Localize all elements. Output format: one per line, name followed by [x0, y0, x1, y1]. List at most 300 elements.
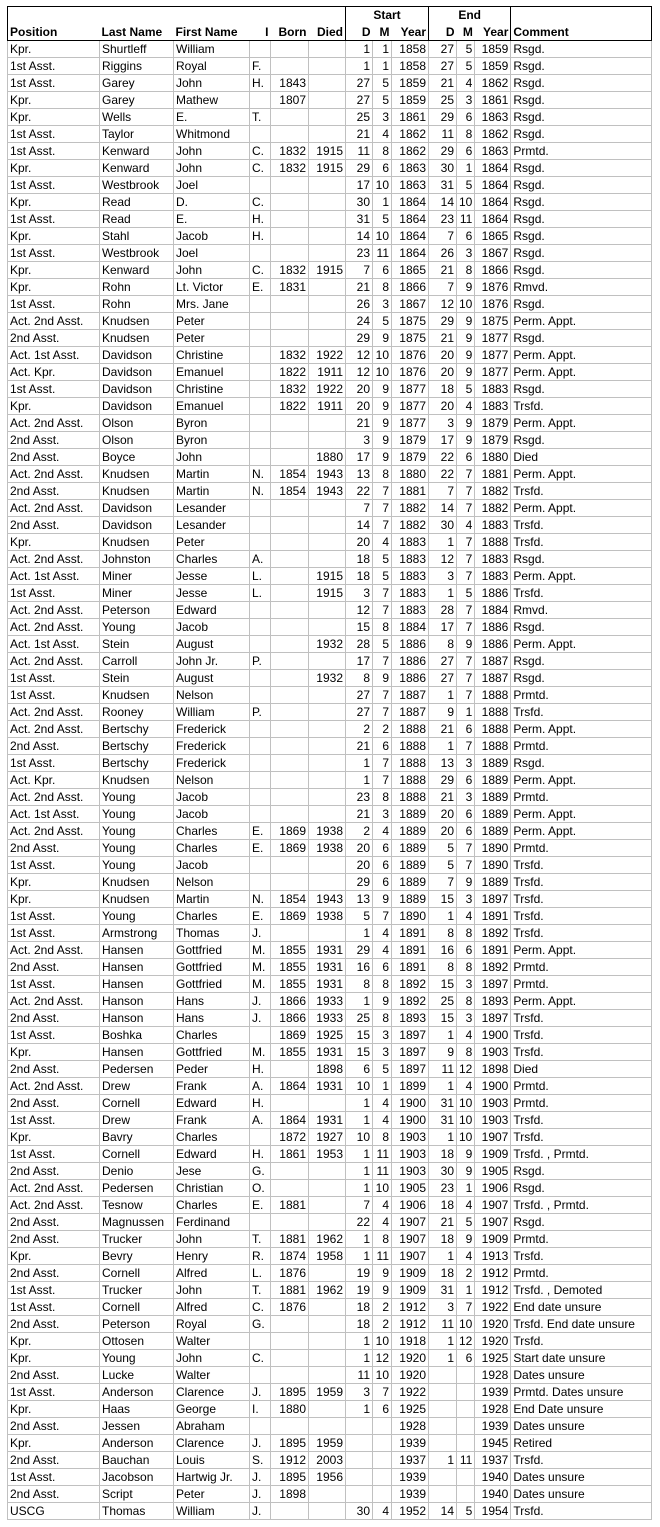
cell-born	[271, 721, 309, 738]
cell-last-name: Pedersen	[100, 1180, 174, 1197]
cell-start-day: 1	[346, 1231, 373, 1248]
cell-position: 2nd Asst.	[8, 1163, 100, 1180]
cell-died: 1932	[309, 636, 346, 653]
cell-start-year: 1859	[392, 75, 429, 92]
cell-start-day: 21	[346, 279, 373, 296]
cell-start-month: 9	[373, 398, 392, 415]
cell-start-day: 1	[346, 1401, 373, 1418]
table-row	[8, 1452, 652, 1469]
cell-last-name: Bavry	[100, 1129, 174, 1146]
cell-position: 2nd Asst.	[8, 1418, 100, 1435]
cell-start-year: 1858	[392, 41, 429, 58]
cell-position: Kpr.	[8, 1435, 100, 1452]
cell-end-month: 8	[457, 925, 475, 942]
cell-initial: H.	[250, 1146, 271, 1163]
cell-died: 1938	[309, 908, 346, 925]
cell-start-month: 6	[373, 857, 392, 874]
cell-last-name: Magnussen	[100, 1214, 174, 1231]
cell-position: 1st Asst.	[8, 687, 100, 704]
cell-last-name: Young	[100, 823, 174, 840]
cell-start-month: 2	[373, 721, 392, 738]
cell-last-name: Young	[100, 806, 174, 823]
cell-end-day: 11	[429, 1316, 457, 1333]
cell-last-name: Bertschy	[100, 755, 174, 772]
cell-position: Act. 1st Asst.	[8, 347, 100, 364]
cell-last-name: Carroll	[100, 653, 174, 670]
cell-comment: Rsgd.	[511, 41, 652, 58]
cell-comment: Trsfd. , Demoted	[511, 1282, 652, 1299]
cell-last-name: Stein	[100, 636, 174, 653]
cell-end-month	[457, 1418, 475, 1435]
table-row	[8, 1146, 652, 1163]
cell-last-name: Shurtleff	[100, 41, 174, 58]
cell-first-name: Frank	[174, 1112, 250, 1129]
cell-first-name: Frank	[174, 1078, 250, 1095]
cell-born	[271, 874, 309, 891]
cell-initial: A.	[250, 1078, 271, 1095]
cell-end-day: 1	[429, 585, 457, 602]
cell-start-day: 14	[346, 228, 373, 245]
cell-first-name: John	[174, 1231, 250, 1248]
cell-position: Kpr.	[8, 1248, 100, 1265]
cell-comment: Perm. Appt.	[511, 347, 652, 364]
cell-start-year: 1887	[392, 704, 429, 721]
table-row	[8, 517, 652, 534]
table-row	[8, 1282, 652, 1299]
cell-died	[309, 296, 346, 313]
cell-end-month: 7	[457, 670, 475, 687]
cell-start-day: 27	[346, 75, 373, 92]
cell-died	[309, 755, 346, 772]
cell-born	[271, 1333, 309, 1350]
cell-start-month: 6	[373, 1401, 392, 1418]
cell-initial: O.	[250, 1180, 271, 1197]
table-row	[8, 789, 652, 806]
cell-end-day: 9	[429, 704, 457, 721]
cell-position: 1st Asst.	[8, 211, 100, 228]
cell-start-day: 27	[346, 704, 373, 721]
cell-initial: A.	[250, 551, 271, 568]
cell-end-year: 1876	[475, 279, 511, 296]
cell-born	[271, 211, 309, 228]
cell-died: 1911	[309, 364, 346, 381]
col-start-month: M	[373, 23, 392, 41]
table-row	[8, 398, 652, 415]
cell-start-month: 11	[373, 245, 392, 262]
cell-start-month: 2	[373, 1316, 392, 1333]
cell-first-name: Gottfried	[174, 959, 250, 976]
table-row	[8, 58, 652, 75]
cell-died	[309, 551, 346, 568]
cell-comment: Perm. Appt.	[511, 568, 652, 585]
cell-end-month	[457, 1435, 475, 1452]
cell-start-year: 1880	[392, 466, 429, 483]
table-row	[8, 381, 652, 398]
cell-initial: E.	[250, 279, 271, 296]
cell-first-name: Ferdinand	[174, 1214, 250, 1231]
cell-position: Kpr.	[8, 41, 100, 58]
cell-start-year: 1881	[392, 483, 429, 500]
cell-start-day: 16	[346, 959, 373, 976]
cell-end-month: 7	[457, 466, 475, 483]
cell-start-year: 1886	[392, 653, 429, 670]
cell-last-name: Hansen	[100, 959, 174, 976]
cell-comment: Trsfd.	[511, 1112, 652, 1129]
cell-start-day: 26	[346, 296, 373, 313]
cell-last-name: Pedersen	[100, 1061, 174, 1078]
cell-died: 1933	[309, 993, 346, 1010]
cell-end-year: 1900	[475, 1078, 511, 1095]
cell-died: 1962	[309, 1282, 346, 1299]
cell-end-day: 1	[429, 1350, 457, 1367]
cell-comment: Perm. Appt.	[511, 806, 652, 823]
cell-end-year: 1928	[475, 1401, 511, 1418]
cell-start-day: 25	[346, 1010, 373, 1027]
cell-born: 1832	[271, 143, 309, 160]
cell-end-year: 1867	[475, 245, 511, 262]
cell-end-year: 1883	[475, 381, 511, 398]
cell-end-day: 14	[429, 1503, 457, 1520]
cell-start-month: 5	[373, 636, 392, 653]
cell-last-name: Cornell	[100, 1299, 174, 1316]
cell-initial: T.	[250, 109, 271, 126]
cell-born: 1855	[271, 942, 309, 959]
cell-first-name: Byron	[174, 415, 250, 432]
cell-died	[309, 721, 346, 738]
cell-born: 1872	[271, 1129, 309, 1146]
cell-first-name: Lt. Victor	[174, 279, 250, 296]
cell-end-month: 9	[457, 1163, 475, 1180]
cell-end-day	[429, 1486, 457, 1503]
cell-born: 1895	[271, 1384, 309, 1401]
cell-comment: Rsgd.	[511, 619, 652, 636]
cell-last-name: Wells	[100, 109, 174, 126]
cell-start-month: 3	[373, 109, 392, 126]
cell-initial: J.	[250, 1503, 271, 1520]
cell-start-day: 7	[346, 262, 373, 279]
cell-born	[271, 1418, 309, 1435]
cell-end-day: 3	[429, 568, 457, 585]
cell-first-name: Joel	[174, 177, 250, 194]
cell-position: 2nd Asst.	[8, 517, 100, 534]
cell-first-name: Frederick	[174, 721, 250, 738]
cell-first-name: Edward	[174, 602, 250, 619]
cell-end-year: 1913	[475, 1248, 511, 1265]
cell-last-name: Script	[100, 1486, 174, 1503]
cell-died	[309, 874, 346, 891]
cell-start-year: 1889	[392, 857, 429, 874]
cell-initial: C.	[250, 1299, 271, 1316]
cell-comment: Prmtd. Dates unsure	[511, 1384, 652, 1401]
cell-end-day: 20	[429, 398, 457, 415]
cell-end-day: 5	[429, 857, 457, 874]
cell-last-name: Knudsen	[100, 466, 174, 483]
cell-start-day: 2	[346, 823, 373, 840]
cell-start-month: 5	[373, 75, 392, 92]
cell-start-day: 1	[346, 755, 373, 772]
cell-born	[271, 534, 309, 551]
cell-end-month: 8	[457, 262, 475, 279]
cell-start-month: 4	[373, 823, 392, 840]
cell-position: 2nd Asst.	[8, 1316, 100, 1333]
cell-born	[271, 1061, 309, 1078]
cell-start-month: 8	[373, 466, 392, 483]
cell-start-month: 9	[373, 1265, 392, 1282]
cell-start-month: 9	[373, 1282, 392, 1299]
cell-end-month: 5	[457, 1214, 475, 1231]
cell-start-month: 8	[373, 976, 392, 993]
cell-start-month: 7	[373, 483, 392, 500]
table-row	[8, 687, 652, 704]
cell-last-name: Davidson	[100, 364, 174, 381]
cell-start-month: 10	[373, 1367, 392, 1384]
cell-end-month: 9	[457, 313, 475, 330]
cell-start-year: 1909	[392, 1265, 429, 1282]
cell-end-day: 29	[429, 109, 457, 126]
cell-start-year: 1900	[392, 1112, 429, 1129]
cell-start-day: 19	[346, 1265, 373, 1282]
cell-comment: Prmtd.	[511, 1095, 652, 1112]
cell-start-month: 4	[373, 942, 392, 959]
cell-last-name: Thomas	[100, 1503, 174, 1520]
cell-start-day	[346, 1469, 373, 1486]
cell-first-name: Christian	[174, 1180, 250, 1197]
cell-died: 1880	[309, 449, 346, 466]
cell-start-day: 3	[346, 432, 373, 449]
cell-comment: Dates unsure	[511, 1367, 652, 1384]
cell-start-day: 10	[346, 1078, 373, 1095]
cell-died	[309, 313, 346, 330]
cell-start-year: 1882	[392, 517, 429, 534]
cell-start-day: 6	[346, 1061, 373, 1078]
cell-born	[271, 738, 309, 755]
cell-start-year: 1892	[392, 976, 429, 993]
cell-comment: Dates unsure	[511, 1486, 652, 1503]
cell-start-day: 17	[346, 653, 373, 670]
cell-born	[271, 568, 309, 585]
cell-start-year: 1876	[392, 347, 429, 364]
cell-first-name: Abraham	[174, 1418, 250, 1435]
cell-comment: Rsgd.	[511, 194, 652, 211]
cell-born	[271, 415, 309, 432]
cell-end-year: 1883	[475, 398, 511, 415]
table-row	[8, 296, 652, 313]
cell-end-month: 1	[457, 1180, 475, 1197]
table-row	[8, 1231, 652, 1248]
cell-initial	[250, 687, 271, 704]
cell-start-month: 6	[373, 262, 392, 279]
cell-start-year: 1861	[392, 109, 429, 126]
cell-died: 1931	[309, 942, 346, 959]
table-row	[8, 976, 652, 993]
cell-last-name: Knudsen	[100, 534, 174, 551]
cell-start-year: 1903	[392, 1146, 429, 1163]
cell-start-year: 1891	[392, 925, 429, 942]
cell-start-year: 1939	[392, 1435, 429, 1452]
col-last-name: Last Name	[100, 23, 174, 41]
cell-position: 1st Asst.	[8, 1299, 100, 1316]
cell-last-name: Trucker	[100, 1282, 174, 1299]
cell-first-name: Nelson	[174, 772, 250, 789]
cell-died	[309, 517, 346, 534]
cell-initial: E.	[250, 908, 271, 925]
cell-born: 1864	[271, 1112, 309, 1129]
cell-start-day: 18	[346, 551, 373, 568]
cell-comment: Rsgd.	[511, 381, 652, 398]
table-row	[8, 857, 652, 874]
cell-end-year: 1889	[475, 789, 511, 806]
cell-end-year: 1889	[475, 772, 511, 789]
cell-start-year: 1920	[392, 1350, 429, 1367]
cell-position: 1st Asst.	[8, 1112, 100, 1129]
cell-start-month: 5	[373, 1061, 392, 1078]
cell-last-name: Young	[100, 1350, 174, 1367]
cell-start-month	[373, 1435, 392, 1452]
cell-start-year: 1883	[392, 534, 429, 551]
cell-comment: Rsgd.	[511, 58, 652, 75]
cell-start-year: 1912	[392, 1299, 429, 1316]
table-row	[8, 1486, 652, 1503]
cell-last-name: Boshka	[100, 1027, 174, 1044]
cell-last-name: Davidson	[100, 381, 174, 398]
cell-died	[309, 432, 346, 449]
table-row	[8, 704, 652, 721]
cell-first-name: Nelson	[174, 874, 250, 891]
cell-end-year: 1893	[475, 993, 511, 1010]
cell-end-month: 1	[457, 704, 475, 721]
cell-start-year: 1862	[392, 126, 429, 143]
cell-last-name: Riggins	[100, 58, 174, 75]
cell-start-year: 1890	[392, 908, 429, 925]
cell-comment: Rsgd.	[511, 670, 652, 687]
cell-start-day: 2	[346, 721, 373, 738]
cell-end-year: 1939	[475, 1384, 511, 1401]
cell-position: 1st Asst.	[8, 976, 100, 993]
cell-comment: Trsfd.	[511, 398, 652, 415]
cell-end-month: 5	[457, 58, 475, 75]
cell-died: 1925	[309, 1027, 346, 1044]
cell-first-name: Frederick	[174, 738, 250, 755]
cell-position: 2nd Asst.	[8, 1265, 100, 1282]
cell-first-name: Charles	[174, 551, 250, 568]
cell-end-day: 22	[429, 449, 457, 466]
cell-born: 1876	[271, 1299, 309, 1316]
cell-initial	[250, 1367, 271, 1384]
cell-start-day: 3	[346, 585, 373, 602]
cell-last-name: Ottosen	[100, 1333, 174, 1350]
cell-end-day: 7	[429, 483, 457, 500]
cell-end-year: 1880	[475, 449, 511, 466]
cell-end-day: 31	[429, 177, 457, 194]
table-row	[8, 75, 652, 92]
cell-end-month: 6	[457, 228, 475, 245]
cell-start-year: 1884	[392, 619, 429, 636]
cell-start-year: 1866	[392, 279, 429, 296]
cell-first-name: Christine	[174, 347, 250, 364]
cell-initial	[250, 1027, 271, 1044]
cell-end-year: 1903	[475, 1112, 511, 1129]
table-row	[8, 942, 652, 959]
cell-start-month: 1	[373, 194, 392, 211]
cell-born	[271, 126, 309, 143]
table-row	[8, 840, 652, 857]
cell-died: 1915	[309, 143, 346, 160]
cell-start-month: 8	[373, 143, 392, 160]
cell-start-day: 18	[346, 568, 373, 585]
cell-end-year: 1909	[475, 1146, 511, 1163]
cell-end-year: 1903	[475, 1095, 511, 1112]
cell-born	[271, 925, 309, 942]
cell-first-name: Royal	[174, 58, 250, 75]
cell-position: 2nd Asst.	[8, 1231, 100, 1248]
table-row	[8, 1095, 652, 1112]
cell-initial: P.	[250, 704, 271, 721]
cell-start-month: 10	[373, 364, 392, 381]
cell-first-name: Louis	[174, 1452, 250, 1469]
cell-start-day: 20	[346, 534, 373, 551]
cell-position: Act. 2nd Asst.	[8, 1197, 100, 1214]
cell-start-day: 15	[346, 1044, 373, 1061]
cell-start-year: 1889	[392, 823, 429, 840]
cell-last-name: Garey	[100, 92, 174, 109]
cell-born: 1881	[271, 1197, 309, 1214]
cell-start-day: 20	[346, 857, 373, 874]
cell-first-name: John	[174, 1350, 250, 1367]
cell-start-day: 1	[346, 1248, 373, 1265]
cell-end-year: 1897	[475, 976, 511, 993]
cell-comment: Rsgd.	[511, 109, 652, 126]
cell-comment: Trsfd.	[511, 483, 652, 500]
cell-end-day: 29	[429, 772, 457, 789]
cell-initial: J.	[250, 925, 271, 942]
cell-start-month: 7	[373, 704, 392, 721]
cell-first-name: August	[174, 670, 250, 687]
col-end-year: Year	[475, 23, 511, 41]
cell-first-name: Peder	[174, 1061, 250, 1078]
cell-end-year: 1877	[475, 330, 511, 347]
cell-born: 1895	[271, 1435, 309, 1452]
cell-start-year: 1906	[392, 1197, 429, 1214]
cell-start-month: 8	[373, 1231, 392, 1248]
cell-born: 1881	[271, 1231, 309, 1248]
cell-born	[271, 58, 309, 75]
col-first-name: First Name	[174, 23, 250, 41]
cell-born	[271, 449, 309, 466]
cell-start-day: 25	[346, 109, 373, 126]
cell-end-month: 6	[457, 942, 475, 959]
cell-initial: H.	[250, 1061, 271, 1078]
cell-initial: L.	[250, 585, 271, 602]
cell-initial: E.	[250, 823, 271, 840]
cell-start-year: 1864	[392, 228, 429, 245]
cell-born	[271, 41, 309, 58]
cell-comment: Rsgd.	[511, 228, 652, 245]
cell-end-year: 1876	[475, 296, 511, 313]
cell-initial	[250, 381, 271, 398]
cell-end-month: 12	[457, 1061, 475, 1078]
cell-position: Act. 2nd Asst.	[8, 500, 100, 517]
cell-position: Kpr.	[8, 160, 100, 177]
cell-born	[271, 772, 309, 789]
cell-start-year: 1928	[392, 1418, 429, 1435]
cell-died	[309, 109, 346, 126]
table-row	[8, 262, 652, 279]
cell-position: 1st Asst.	[8, 670, 100, 687]
cell-first-name: George	[174, 1401, 250, 1418]
cell-born	[271, 1214, 309, 1231]
cell-start-year: 1883	[392, 585, 429, 602]
cell-start-year: 1863	[392, 160, 429, 177]
